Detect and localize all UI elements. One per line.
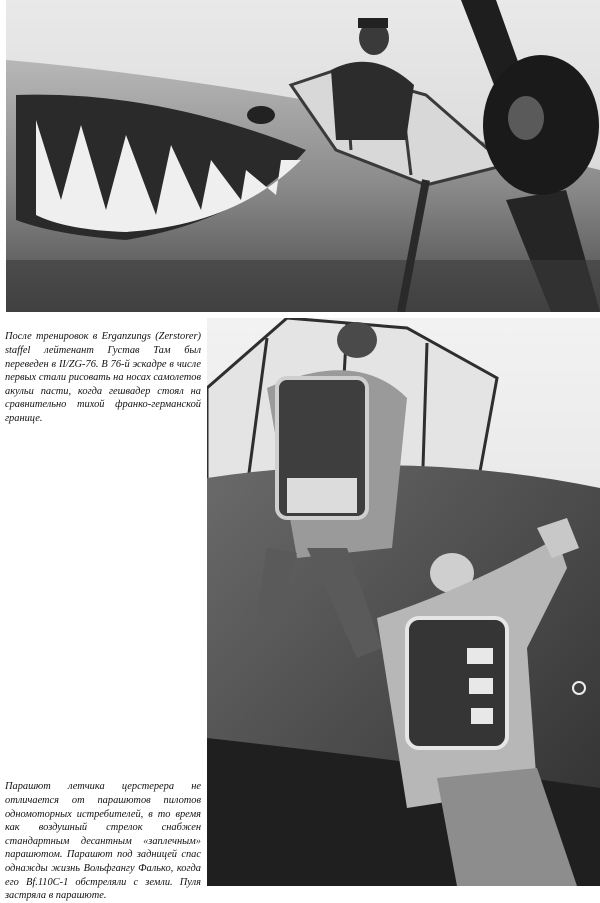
bottom-photo xyxy=(207,318,600,886)
bottom-photo-drawing xyxy=(207,318,600,886)
top-photo-drawing xyxy=(6,0,600,312)
bottom-photo-caption: Парашют летчика церстерера не отличается от парашютов пилотов одномоторных истребителей, в то время как воздушный стрелок снабжен стандартным десантным «заплечным» парашютом. Парашют под задницей спас однажды жизнь Вольфгангу Фалько, когда его Bf.110C-1 обстреляли с земли. Пуля застряла в парашюте. xyxy=(5,781,201,902)
top-photo xyxy=(6,0,600,312)
top-photo-caption: После тренировок в Erganzungs (Zerstorer) staffel лейтенант Густав Там был переведен в II/ZG-76. В 76-й эскадре в числе первых стали рисовать на носах самолетов акульи пасти, когда гешвадер стоял на сравнительно тихой франко-германской границе. xyxy=(5,331,201,424)
